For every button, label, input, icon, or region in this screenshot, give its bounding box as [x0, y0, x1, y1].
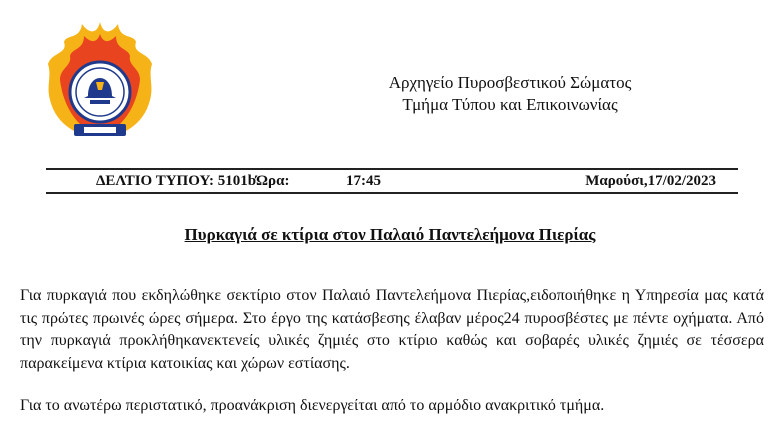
- press-release-number: ΔΕΛΤΙΟ ΤΥΠΟΥ: 5101bΏρα:: [96, 173, 290, 189]
- header-line-1: Αρχηγείο Πυροσβεστικού Σώματος: [388, 73, 632, 92]
- body-paragraph-2: Για το ανωτέρω περιστατικό, προανάκριση διενεργείται από το αρμόδιο ανακριτικό τμήμα.: [20, 397, 605, 414]
- fire-service-emblem-icon: [44, 20, 156, 142]
- header-line-2: Τμήμα Τύπου και Επικοινωνίας: [402, 95, 618, 114]
- press-release-time: 17:45: [346, 173, 381, 189]
- top-divider: [46, 168, 738, 170]
- press-release-place-date: Μαρούσι,17/02/2023: [585, 173, 716, 189]
- document-title: Πυρκαγιά σε κτίρια στον Παλαιό Παντελεήμονα Πιερίας: [184, 225, 596, 244]
- bottom-divider: [46, 192, 738, 194]
- fire-service-logo: [44, 20, 156, 142]
- body-paragraph-1: Για πυρκαγιά που εκδηλώθηκε σεκτίριο στον Παλαιό Παντελεήμονα Πιερίας,ειδοποιήθηκε η Υπηρεσία μας κατά τις πρώτες πρωινές ώρες σήμερα. Στο έργο της κατάσβεσης έλαβαν μέρος24 πυροσβέστες με πέντε οχήματα. Από την πυρκαγιά προκλήθηκανεκτενείς υλικές ζημιές στο κτίριο καθώς και σοβαρές υλικές ζημιές σε τέσσερα παρακείμενα κτίρια κατοικίας και χώρων εστίασης.: [20, 287, 764, 372]
- press-release-info: [96, 173, 716, 191]
- organization-header: [350, 72, 670, 116]
